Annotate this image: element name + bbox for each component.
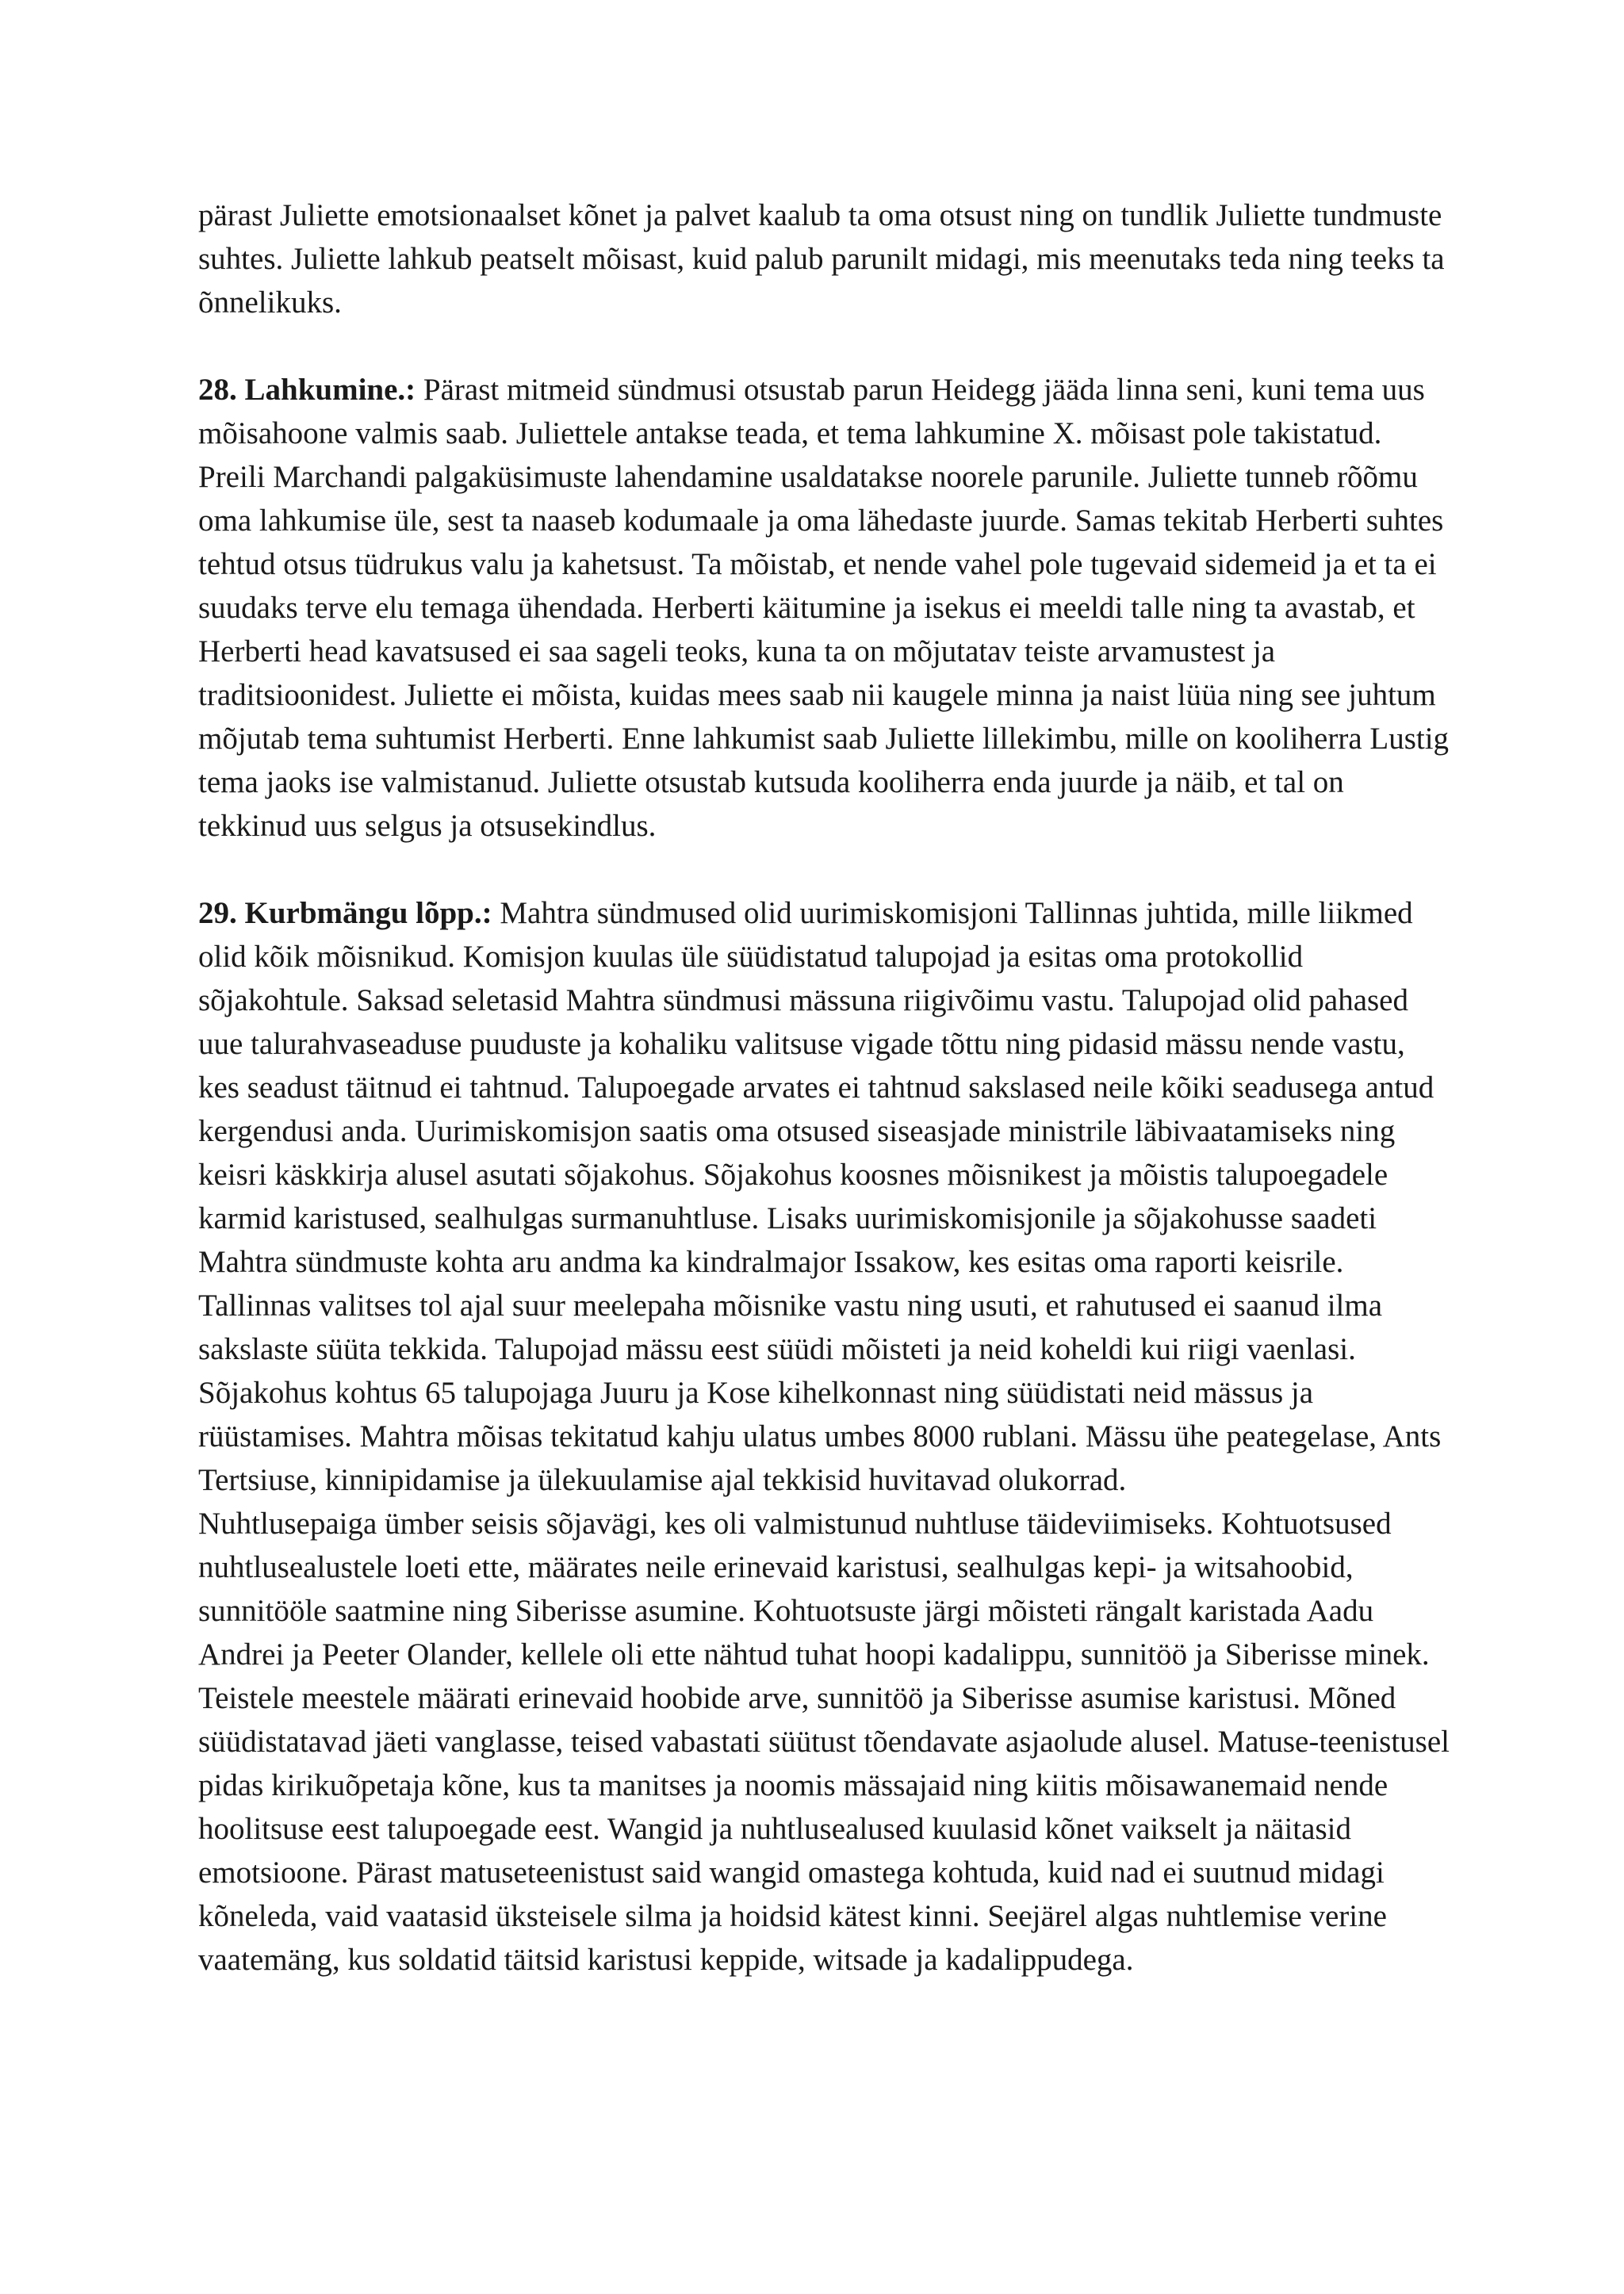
- paragraph-intro: [198, 193, 1451, 324]
- paragraph-intro-text: pärast Juliette emotsionaalset kõnet ja palvet kaalub ta oma otsust ning on tundlik Juliette tundmuste suhtes. Juliette lahkub peatselt mõisast, kuid palub parunilt midagi, mis meenutaks teda ning teeks ta õnnelikuks.: [198, 198, 1445, 320]
- section-28-text: Pärast mitmeid sündmusi otsustab parun Heidegg jääda linna seni, kuni tema uus mõisahoone valmis saab. Juliettele antakse teada, et tema lahkumine X. mõisast pole takistatud. Preili Marchandi palgaküsimuste lahendamine usaldatakse noorele parunile. Juliette tunneb rõõmu oma lahkumise üle, sest ta naaseb kodumaale ja oma lähedaste juurde. Samas tekitab Herberti suhtes tehtud otsus tüdrukus valu ja kahetsust. Ta mõistab, et nende vahel pole tugevaid sidemeid ja et ta ei suudaks terve elu temaga ühendada. Herberti käitumine ja isekus ei meeldi talle ning ta avastab, et Herberti head kavatsused ei saa sageli teoks, kuna ta on mõjutatav teiste arvamustest ja traditsioonidest. Juliette ei mõista, kuidas mees saab nii kaugele minna ja naist lüüa ning see juhtum mõjutab tema suhtumist Herberti. Enne lahkumist saab Juliette lillekimbu, mille on kooliherra Lustig tema jaoks ise valmistanud. Juliette otsustab kutsuda kooliherra enda juurde ja näib, et tal on tekkinud uus selgus ja otsusekindlus.: [198, 373, 1450, 843]
- section-29: [198, 891, 1451, 1502]
- section-29-continuation-text: Nuhtlusepaiga ümber seisis sõjavägi, kes oli valmistunud nuhtluse täideviimiseks. Kohtuotsused nuhtlusealustele loeti ette, määrates neile erinevaid karistusi, sealhulgas kepi- ja witsahoobid, sunnitööle saatmine ning Siberisse asumine. Kohtuotsuste järgi mõisteti rängalt karistada Aadu Andrei ja Peeter Olander, kellele oli ette nähtud tuhat hoopi kadalippu, sunnitöö ja Siberisse minek. Teistele meestele määrati erinevaid hoobide arve, sunnitöö ja Siberisse asumise karistusi. Mõned süüdistatavad jäeti vanglasse, teised vabastati süütust tõendavate asjaolude alusel. Matuse-teenistusel pidas kirikuõpetaja kõne, kus ta manitses ja noomis mässajaid ning kiitis mõisawanemaid nende hoolitsuse eest talupoegade eest. Wangid ja nuhtlusealused kuulasid kõnet vaikselt ja näitasid emotsioone. Pärast matuseteenistust said wangid omastega kohtuda, kuid nad ei suutnud midagi kõneleda, vaid vaatasid üksteisele silma ja hoidsid kätest kinni. Seejärel algas nuhtlemise verine vaatemäng, kus soldatid täitsid karistusi keppide, witsade ja kadalippudega.: [198, 1507, 1450, 1977]
- section-29-text: Mahtra sündmused olid uurimiskomisjoni Tallinnas juhtida, mille liikmed olid kõik mõisnikud. Komisjon kuulas üle süüdistatud talupojad ja esitas oma protokollid sõjakohtule. Saksad seletasid Mahtra sündmusi mässuna riigivõimu vastu. Talupojad olid pahased uue talurahvaseaduse puuduste ja kohaliku valitsuse vigade tõttu ning pidasid mässu nende vastu, kes seadust täitnud ei tahtnud. Talupoegade arvates ei tahtnud sakslased neile kõiki seadusega antud kergendusi anda. Uurimiskomisjon saatis oma otsused siseasjade ministrile läbivaatamiseks ning keisri käskkirja alusel asutati sõjakohus. Sõjakohus koosnes mõisnikest ja mõistis talupoegadele karmid karistused, sealhulgas surmanuhtluse. Lisaks uurimiskomisjonile ja sõjakohusse saadeti Mahtra sündmuste kohta aru andma ka kindralmajor Issakow, kes esitas oma raporti keisrile. Tallinnas valitses tol ajal suur meelepaha mõisnike vastu ning usuti, et rahutused ei saanud ilma sakslaste süüta tekkida. Talupojad mässu eest süüdi mõisteti ja neid koheldi kui riigi vaenlasi. Sõjakohus kohtus 65 talupojaga Juuru ja Kose kihelkonnast ning süüdistati neid mässus ja rüüstamises. Mahtra mõisas tekitatud kahju ulatus umbes 8000 rublani. Mässu ühe peategelase, Ants Tertsiuse, kinnipidamise ja ülekuulamise ajal tekkisid huvitavad olukorrad.: [198, 896, 1442, 1497]
- section-29-heading: 29. Kurbmängu lõpp.:: [198, 896, 492, 930]
- section-28: [198, 368, 1451, 848]
- document-body: [198, 193, 1451, 1982]
- section-29-continuation: [198, 1502, 1451, 1982]
- section-28-heading: 28. Lahkumine.:: [198, 373, 416, 407]
